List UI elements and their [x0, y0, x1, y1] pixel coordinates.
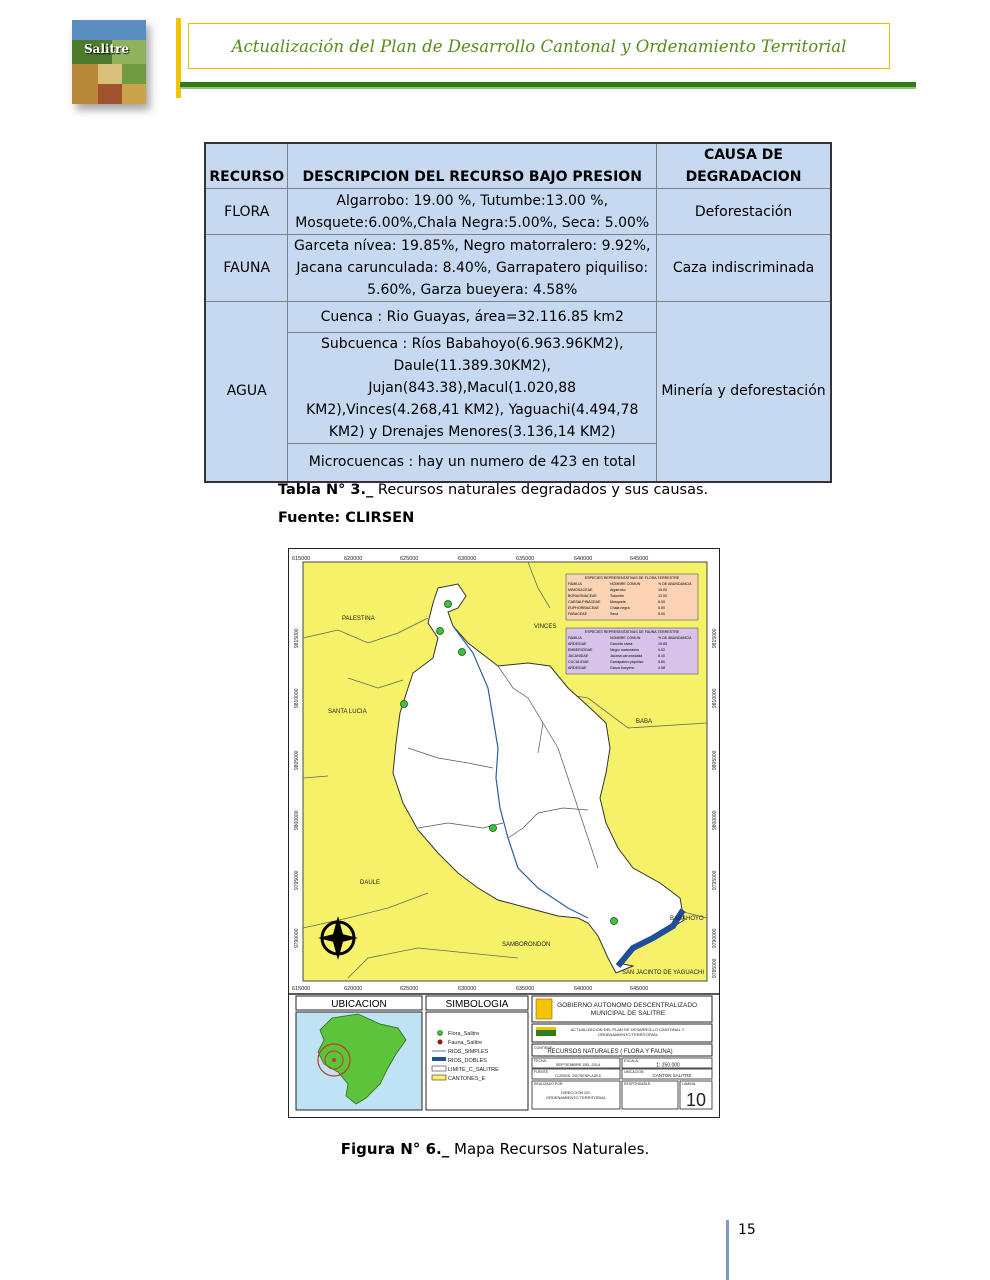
escala-value: 1: 250.000 — [656, 1062, 680, 1069]
svg-text:CAESALPINACEAE: CAESALPINACEAE — [568, 600, 601, 604]
lamina-number: 10 — [685, 1090, 707, 1110]
place-vinces: VINCES — [534, 624, 557, 630]
ubicacion-value: CANTON SALITRE — [652, 1073, 692, 1078]
flora-table-header: FAMILIA — [568, 582, 582, 586]
svg-text:5.00: 5.00 — [658, 612, 665, 616]
y-tick-left: 9805000 — [294, 750, 300, 770]
x-tick-bottom: 625000 — [400, 986, 419, 992]
y-tick-right: 9815000 — [712, 628, 718, 648]
x-tick-top: 645000 — [630, 556, 649, 562]
table-row — [205, 189, 831, 235]
institution-title: GOBIERNO AUTONOMO DESCENTRALIZADO MUNICIPAL DE SALITRE — [557, 1002, 698, 1017]
header-descripcion: DESCRIPCION DEL RECURSO BAJO PRESION — [288, 143, 657, 189]
svg-text:Garza bueyera: Garza bueyera — [610, 666, 634, 670]
fauna-descripcion: Garceta nívea: 19.85%, Negro matorralero: 9.92%, Jacana carunculada: 8.40%, Garrapatero piquiliso: 5.60%, Garza bueyera: 4.58% — [288, 235, 657, 302]
logo-text: Salitre — [84, 42, 130, 56]
table-row — [205, 302, 831, 333]
svg-text:Chala negra: Chala negra — [610, 606, 630, 610]
project-title: ACTUALIZACION DEL PLAN DE DESARROLLO CANTONAL Y ORDENAMIENTO TERRITORIAL — [570, 1027, 685, 1037]
table-caption-text: Recursos naturales degradados y sus causas. — [373, 482, 709, 498]
svg-text:Garrapatero piquiliso: Garrapatero piquiliso — [610, 660, 644, 664]
x-tick-top: 620000 — [344, 556, 363, 562]
limite-legend-icon — [432, 1066, 446, 1071]
x-tick-top: 635000 — [516, 556, 535, 562]
fauna-species-table — [566, 628, 698, 674]
svg-text:FABACEAE: FABACEAE — [568, 612, 587, 616]
y-tick-right: 9810000 — [712, 688, 718, 708]
x-tick-bottom: 640000 — [574, 986, 593, 992]
svg-text:19.00: 19.00 — [658, 588, 667, 592]
legend-rios-dobles: RIOS_DOBLES — [448, 1058, 487, 1064]
fauna-table-header: % DE ABUNDANCIA — [658, 636, 692, 640]
page-number-bar — [726, 1220, 729, 1280]
flora-descripcion: Algarrobo: 19.00 %, Tutumbe:13.00 %, Mosquete:6.00%,Chala Negra:5.00%, Seca: 5.00% — [288, 189, 657, 235]
flora-table-header: % DE ABUNDANCIA — [658, 582, 692, 586]
flora-species-table — [566, 574, 698, 620]
y-tick-right: 9790000 — [712, 928, 718, 948]
y-tick-right: 9800000 — [712, 810, 718, 830]
x-tick-bottom: 635000 — [516, 986, 535, 992]
svg-text:JACANIDAE: JACANIDAE — [568, 654, 589, 658]
x-tick-bottom: 630000 — [458, 986, 477, 992]
responsable-label: RESPONSABLE: — [624, 1082, 652, 1086]
y-tick-left: 9815000 — [294, 628, 300, 648]
svg-text:13.00: 13.00 — [658, 594, 667, 598]
place-santa-lucia: SANTA LUCIA — [328, 709, 367, 715]
flora-table-header: NOMBRE COMUN — [610, 582, 641, 586]
escala-label: ESCALA: — [624, 1059, 639, 1063]
legend-flora: Flora_Salitre — [448, 1031, 480, 1037]
x-tick-bottom: 620000 — [344, 986, 363, 992]
cantones-legend-icon — [432, 1075, 446, 1080]
svg-text:19.85: 19.85 — [658, 642, 667, 646]
realizado-value: DIRECCION DE ORDENAMIENTO TERRITORIAL — [545, 1090, 607, 1100]
page-number: 15 — [738, 1222, 756, 1238]
x-tick-top: 615000 — [292, 556, 311, 562]
fauna-table-header: FAMILIA — [568, 636, 582, 640]
table-caption — [278, 482, 708, 498]
svg-text:EUPHORBIACEAE: EUPHORBIACEAE — [568, 606, 599, 610]
fauna-causa: Caza indiscriminada — [656, 235, 831, 302]
svg-text:Negro matorralero: Negro matorralero — [610, 648, 640, 652]
table-header-row — [205, 143, 831, 189]
flora-legend-icon — [438, 1031, 443, 1036]
logo — [72, 20, 146, 104]
svg-text:BORAGINACEAE: BORAGINACEAE — [568, 594, 597, 598]
ubicacion-label: UBICACION: — [624, 1070, 645, 1074]
svg-text:Mosquete: Mosquete — [610, 600, 626, 604]
agua-recurso: AGUA — [205, 302, 288, 482]
fuente-label: FUENTE: — [534, 1070, 549, 1074]
svg-text:Jacana carunculada: Jacana carunculada — [610, 654, 643, 658]
svg-text:4.58: 4.58 — [658, 666, 665, 670]
svg-text:Algarrobo: Algarrobo — [610, 588, 626, 592]
x-tick-top: 640000 — [574, 556, 593, 562]
agua-microcuencas: Microcuencas : hay un numero de 423 en total — [288, 444, 657, 482]
svg-text:5.60: 5.60 — [658, 660, 665, 664]
header-box — [188, 23, 890, 69]
lamina-label: LAMINA: — [682, 1082, 697, 1086]
svg-text:ARDEIDAE: ARDEIDAE — [568, 642, 587, 646]
svg-text:Garceta nivea: Garceta nivea — [610, 642, 633, 646]
svg-text:8.40: 8.40 — [658, 654, 665, 658]
fauna-legend-icon — [438, 1040, 443, 1045]
flora-causa: Deforestación — [656, 189, 831, 235]
x-tick-bottom: 615000 — [292, 986, 311, 992]
fauna-recurso: FAUNA — [205, 235, 288, 302]
y-tick-right: 9795000 — [712, 870, 718, 890]
place-palestina: PALESTINA — [342, 616, 375, 622]
place-samborondon: SAMBORONDON — [502, 942, 551, 948]
rios-dobles-legend-icon — [432, 1057, 446, 1061]
ubicacion-title: UBICACION — [331, 999, 387, 1010]
figure-caption — [0, 1140, 990, 1158]
x-tick-top: 625000 — [400, 556, 419, 562]
header-title: Actualización del Plan de Desarrollo Cantonal y Ordenamiento Territorial — [231, 36, 847, 56]
title-block — [532, 996, 712, 1110]
svg-text:CUCULIDAE: CUCULIDAE — [568, 660, 589, 664]
agua-causa: Minería y deforestación — [656, 302, 831, 482]
y-tick-right: 9805000 — [712, 750, 718, 770]
y-tick-left: 9800000 — [294, 810, 300, 830]
legend-limite: LIMITE_C_SALITRE — [448, 1067, 499, 1073]
municipal-seal-icon — [536, 999, 552, 1019]
fecha-value: SEPTIEMBRE DEL 2014 — [555, 1062, 601, 1067]
y-tick-left: 9810000 — [294, 688, 300, 708]
flora-recurso: FLORA — [205, 189, 288, 235]
svg-text:Seca: Seca — [610, 612, 619, 616]
header-recurso: RECURSO — [205, 143, 288, 189]
simbologia-title: SIMBOLOGIA — [445, 999, 509, 1010]
svg-text:9.92: 9.92 — [658, 648, 665, 652]
legend-rios-simples: RIOS_SIMPLES — [448, 1049, 489, 1055]
flora-table-title: ESPECIES REPRESENTATIVAS DE FLORA TERRESTRE — [584, 576, 680, 580]
svg-text:EMBERIZIDAE: EMBERIZIDAE — [568, 648, 593, 652]
fuente-value: CLIRSEN, 2007SENPLADES — [555, 1074, 601, 1078]
header-rule-shadow — [180, 87, 916, 89]
agua-subcuenca: Subcuenca : Ríos Babahoyo(6.963.96KM2), Daule(11.389.30KM2), Jujan(843.38),Macul(1.020,88 KM2),Vinces(4.268,41 KM2), Yaguachi(4.494,78 KM2) y Drenajes Menores(3.136,14 KM2) — [288, 333, 657, 444]
svg-text:ARDEIDAE: ARDEIDAE — [568, 666, 587, 670]
fauna-table-title: ESPECIES REPRESENTATIVAS DE FAUNA TERRESTRE — [584, 630, 680, 634]
table-caption-label: Tabla N° 3._ — [278, 482, 374, 498]
svg-text:Tutumbe: Tutumbe — [610, 594, 625, 598]
fauna-table-header: NOMBRE COMUN — [610, 636, 641, 640]
contiene-label: CONTIENE: — [534, 1046, 554, 1050]
place-babahoyo: BABAHOYO — [670, 916, 704, 922]
x-tick-bottom: 645000 — [630, 986, 649, 992]
place-san-jacinto: SAN JACINTO DE YAGUACHI — [622, 970, 705, 976]
source-caption: Fuente: CLIRSEN — [278, 510, 415, 526]
realizado-label: REALIZADO POR: — [534, 1082, 564, 1086]
svg-text:MIMOSACEAE: MIMOSACEAE — [568, 588, 593, 592]
place-daule: DAULE — [360, 880, 381, 886]
legend-cantones: CANTONES_E — [448, 1076, 486, 1082]
legend-fauna: Fauna_Salitre — [448, 1040, 483, 1046]
table-row — [205, 235, 831, 302]
contiene-value: RECURSOS NATURALES ( FLORA Y FAUNA) — [547, 1049, 673, 1055]
figure-caption-text: Mapa Recursos Naturales. — [449, 1140, 650, 1158]
y-tick-right: 9785000 — [712, 958, 718, 978]
figure-caption-label: Figura N° 6._ — [340, 1140, 450, 1158]
y-tick-left: 9795000 — [294, 870, 300, 890]
y-tick-left: 9790000 — [294, 928, 300, 948]
x-tick-top: 630000 — [458, 556, 477, 562]
svg-text:6.00: 6.00 — [658, 600, 665, 604]
fecha-label: FECHA: — [534, 1059, 547, 1063]
agua-cuenca: Cuenca : Rio Guayas, área=32.116.85 km2 — [288, 302, 657, 333]
place-baba: BABA — [636, 719, 653, 725]
svg-text:5.00: 5.00 — [658, 606, 665, 610]
header-causa: CAUSA DE DEGRADACION — [656, 143, 831, 189]
natural-resources-map — [288, 548, 720, 1118]
resources-table — [204, 142, 832, 483]
